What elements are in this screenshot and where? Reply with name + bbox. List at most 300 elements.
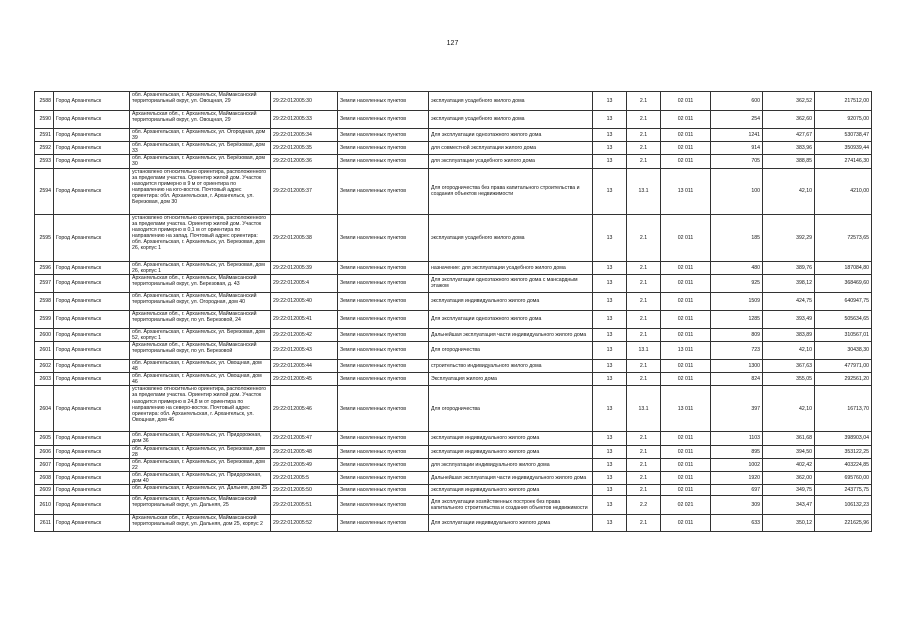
row-number: 2596: [35, 261, 54, 274]
use-code-cell: 02 011: [661, 445, 711, 458]
cadastral-number-cell: 29:22:012005:47: [271, 432, 338, 445]
land-category-cell: Земли населенных пунктов: [338, 341, 429, 359]
city-cell: Город Архангельск: [54, 515, 130, 532]
address-cell: обл. Архангельская, г. Архангельск, ул. Придорожная, дом 40: [130, 471, 271, 484]
city-cell: Город Архангельск: [54, 274, 130, 292]
city-cell: Город Архангельск: [54, 214, 130, 261]
address-cell: обл. Архангельская, г. Архангельск, ул. Огородная, дом 39: [130, 129, 271, 142]
table-row: [35, 129, 872, 142]
unit-value-cell: 424,75: [763, 292, 815, 310]
land-category-cell: Земли населенных пунктов: [338, 168, 429, 214]
unit-value-cell: 362,60: [763, 111, 815, 129]
area-cell: 809: [711, 328, 763, 341]
city-cell: Город Архангельск: [54, 386, 130, 432]
address-cell: обл. Архангельская, г. Архангельск, ул. Овощная, дом 46: [130, 373, 271, 386]
group-code-cell: 13: [593, 111, 627, 129]
land-category-cell: Земли населенных пунктов: [338, 129, 429, 142]
subgroup-code-cell: 2.1: [627, 485, 661, 496]
permitted-use-cell: эксплуатация усадебного жилого дома: [429, 214, 593, 261]
row-number: 2598: [35, 292, 54, 310]
permitted-use-cell: Эксплуатация жилого дома: [429, 373, 593, 386]
subgroup-code-cell: 2.1: [627, 515, 661, 532]
city-cell: Город Архангельск: [54, 292, 130, 310]
cadastral-value-cell: 217512,00: [815, 92, 872, 111]
group-code-cell: 13: [593, 310, 627, 328]
city-cell: Город Архангельск: [54, 142, 130, 155]
address-cell: установлено относительно ориентира, расположенного за пределами участка. Ориентир жилой дом. Участок находится примерно в 0,1 м от ориентира по направлению на запад. Почтовый адрес ориентира: обл. Архангельская, г. Архангельск, ул. Березовая, дом 26, корпус 1: [130, 214, 271, 261]
address-cell: обл. Архангельская, г. Архангельск, ул. Овощная, дом 48: [130, 359, 271, 372]
cadastral-number-cell: 29:22:012005:38: [271, 214, 338, 261]
cadastral-number-cell: 29:22:012005:45: [271, 373, 338, 386]
row-number: 2610: [35, 496, 54, 515]
area-cell: 824: [711, 373, 763, 386]
row-number: 2590: [35, 111, 54, 129]
table-row: [35, 155, 872, 168]
area-cell: 925: [711, 274, 763, 292]
group-code-cell: 13: [593, 485, 627, 496]
area-cell: 1285: [711, 310, 763, 328]
land-category-cell: Земли населенных пунктов: [338, 142, 429, 155]
area-cell: 633: [711, 515, 763, 532]
unit-value-cell: 362,00: [763, 471, 815, 484]
area-cell: 1509: [711, 292, 763, 310]
area-cell: 397: [711, 386, 763, 432]
land-category-cell: Земли населенных пунктов: [338, 92, 429, 111]
use-code-cell: 02 011: [661, 471, 711, 484]
row-number: 2591: [35, 129, 54, 142]
group-code-cell: 13: [593, 386, 627, 432]
use-code-cell: 02 011: [661, 515, 711, 532]
subgroup-code-cell: 13.1: [627, 341, 661, 359]
area-cell: 309: [711, 496, 763, 515]
table-body: [35, 92, 872, 532]
cadastral-number-cell: 29:22:012005:41: [271, 310, 338, 328]
cadastral-number-cell: 29:22:012005:5: [271, 471, 338, 484]
cadastral-number-cell: 29:22:012005:42: [271, 328, 338, 341]
land-category-cell: Земли населенных пунктов: [338, 359, 429, 372]
subgroup-code-cell: 2.1: [627, 111, 661, 129]
land-category-cell: Земли населенных пунктов: [338, 373, 429, 386]
cadastral-number-cell: 29:22:012005:30: [271, 92, 338, 111]
table-row: [35, 292, 872, 310]
use-code-cell: 13 011: [661, 168, 711, 214]
land-category-cell: Земли населенных пунктов: [338, 328, 429, 341]
land-category-cell: Земли населенных пунктов: [338, 111, 429, 129]
unit-value-cell: 42,10: [763, 386, 815, 432]
address-cell: Архангельская обл., г. Архангельск, Маймаксанский территориальный округ, по ул. Березовой: [130, 341, 271, 359]
address-cell: Архангельская обл., г. Архангельск, Маймаксанский территориальный округ, ул. Дальняя, дом 25, корпус 2: [130, 515, 271, 532]
area-cell: 723: [711, 341, 763, 359]
group-code-cell: 13: [593, 214, 627, 261]
cadastral-value-cell: 4210,00: [815, 168, 872, 214]
permitted-use-cell: эксплуатация индивидуального жилого дома: [429, 445, 593, 458]
group-code-cell: 13: [593, 142, 627, 155]
subgroup-code-cell: 2.2: [627, 496, 661, 515]
permitted-use-cell: Для эксплуатации индивидуального жилого дома: [429, 515, 593, 532]
use-code-cell: 02 011: [661, 292, 711, 310]
cadastral-value-cell: 640947,75: [815, 292, 872, 310]
address-cell: обл. Архангельская, г. Архангельск, ул. Березовая, дом 22: [130, 458, 271, 471]
cadastral-value-cell: 310567,01: [815, 328, 872, 341]
city-cell: Город Архангельск: [54, 359, 130, 372]
subgroup-code-cell: 13.1: [627, 168, 661, 214]
city-cell: Город Архангельск: [54, 155, 130, 168]
city-cell: Город Архангельск: [54, 111, 130, 129]
cadastral-number-cell: 29:22:012005:50: [271, 485, 338, 496]
cadastral-value-cell: 695760,00: [815, 471, 872, 484]
row-number: 2608: [35, 471, 54, 484]
cadastral-value-cell: 477971,00: [815, 359, 872, 372]
cadastral-value-cell: 398903,04: [815, 432, 872, 445]
area-cell: 185: [711, 214, 763, 261]
use-code-cell: 02 011: [661, 261, 711, 274]
group-code-cell: 13: [593, 261, 627, 274]
cadastral-number-cell: 29:22:012005:35: [271, 142, 338, 155]
cadastral-value-cell: 368469,60: [815, 274, 872, 292]
table-row: [35, 432, 872, 445]
permitted-use-cell: Для эксплуатации одноэтажного жилого дома с мансардным этажом: [429, 274, 593, 292]
cadastral-value-cell: 243775,75: [815, 485, 872, 496]
use-code-cell: 02 011: [661, 111, 711, 129]
use-code-cell: 02 011: [661, 274, 711, 292]
group-code-cell: 13: [593, 168, 627, 214]
permitted-use-cell: эксплуатация усадебного жилого дома: [429, 111, 593, 129]
row-number: 2604: [35, 386, 54, 432]
table-row: [35, 261, 872, 274]
unit-value-cell: 383,96: [763, 142, 815, 155]
land-category-cell: Земли населенных пунктов: [338, 432, 429, 445]
cadastral-number-cell: 29:22:012005:36: [271, 155, 338, 168]
permitted-use-cell: Для огородничества: [429, 386, 593, 432]
group-code-cell: 13: [593, 432, 627, 445]
subgroup-code-cell: 2.1: [627, 432, 661, 445]
unit-value-cell: 388,85: [763, 155, 815, 168]
permitted-use-cell: Для эксплуатации одноэтажного жилого дома: [429, 129, 593, 142]
cadastral-number-cell: 29:22:012005:4: [271, 274, 338, 292]
unit-value-cell: 362,52: [763, 92, 815, 111]
table-row: [35, 471, 872, 484]
page-number: 127: [446, 40, 459, 47]
cadastral-number-cell: 29:22:012005:44: [271, 359, 338, 372]
cadastral-value-cell: 292561,20: [815, 373, 872, 386]
cadastral-number-cell: 29:22:012005:52: [271, 515, 338, 532]
subgroup-code-cell: 2.1: [627, 445, 661, 458]
unit-value-cell: 392,29: [763, 214, 815, 261]
row-number: 2593: [35, 155, 54, 168]
group-code-cell: 13: [593, 458, 627, 471]
group-code-cell: 13: [593, 328, 627, 341]
use-code-cell: 02 011: [661, 373, 711, 386]
use-code-cell: 02 011: [661, 310, 711, 328]
cadastral-value-cell: 274146,30: [815, 155, 872, 168]
cadastral-number-cell: 29:22:012005:37: [271, 168, 338, 214]
area-cell: 1241: [711, 129, 763, 142]
table-row: [35, 458, 872, 471]
land-category-cell: Земли населенных пунктов: [338, 386, 429, 432]
permitted-use-cell: эксплуатация индивидуального жилого дома: [429, 432, 593, 445]
area-cell: 705: [711, 155, 763, 168]
subgroup-code-cell: 2.1: [627, 129, 661, 142]
city-cell: Город Архангельск: [54, 432, 130, 445]
use-code-cell: 02 011: [661, 359, 711, 372]
unit-value-cell: 427,67: [763, 129, 815, 142]
subgroup-code-cell: 2.1: [627, 359, 661, 372]
cadastral-value-cell: 187084,80: [815, 261, 872, 274]
unit-value-cell: 398,12: [763, 274, 815, 292]
city-cell: Город Архангельск: [54, 458, 130, 471]
city-cell: Город Архангельск: [54, 261, 130, 274]
cadastral-value-cell: 505634,65: [815, 310, 872, 328]
address-cell: обл. Архангельская, г. Архангельск, Маймаксанский территориальный округ, ул. Овощная, 29: [130, 92, 271, 111]
table-row: [35, 359, 872, 372]
address-cell: установлено относительно ориентира, расположенного за пределами участка. Ориентир жилой дом. Участок находится примерно в 24,8 м от ориентира по направлению на северо-восток. Почтовый адрес ориентира: обл. Архангельская, г. Архангельск, ул. Овощная, дом 46: [130, 386, 271, 432]
permitted-use-cell: для эксплуатации усадебного жилого дома: [429, 155, 593, 168]
table-row: [35, 496, 872, 515]
permitted-use-cell: эксплуатация индивидуального жилого дома: [429, 485, 593, 496]
address-cell: установлено относительно ориентира, расположенного за пределами участка. Ориентир жилой дом. Участок находится примерно в 9 м от ориентира по направлению на юго-восток. Почтовый адрес ориентира: обл. Архангельская, г. Архангельск, ул. Березовая, дом 30: [130, 168, 271, 214]
cadastral-value-cell: 350939,44: [815, 142, 872, 155]
address-cell: обл. Архангельская, г. Архангельск, ул. Березовая, дом 28: [130, 445, 271, 458]
group-code-cell: 13: [593, 471, 627, 484]
table-row: [35, 92, 872, 111]
land-category-cell: Земли населенных пунктов: [338, 458, 429, 471]
city-cell: Город Архангельск: [54, 310, 130, 328]
area-cell: 100: [711, 168, 763, 214]
subgroup-code-cell: 13.1: [627, 386, 661, 432]
table-row: [35, 214, 872, 261]
land-category-cell: Земли населенных пунктов: [338, 445, 429, 458]
permitted-use-cell: Для эксплуатации хозяйственных построек без права капитального строительства и создания объектов недвижимости: [429, 496, 593, 515]
land-category-cell: Земли населенных пунктов: [338, 471, 429, 484]
land-category-cell: Земли населенных пунктов: [338, 261, 429, 274]
land-category-cell: Земли населенных пунктов: [338, 292, 429, 310]
subgroup-code-cell: 2.1: [627, 261, 661, 274]
group-code-cell: 13: [593, 496, 627, 515]
city-cell: Город Архангельск: [54, 496, 130, 515]
address-cell: Архангельская обл., г. Архангельск, Маймаксанский территориальный округ, ул. Овощная, 29: [130, 111, 271, 129]
address-cell: обл. Архангельская, г. Архангельск, Маймаксанский территориальный округ, ул. Огородная, дом 40: [130, 292, 271, 310]
permitted-use-cell: Для эксплуатации одноэтажного жилого дома: [429, 310, 593, 328]
city-cell: Город Архангельск: [54, 168, 130, 214]
subgroup-code-cell: 2.1: [627, 458, 661, 471]
use-code-cell: 02 021: [661, 496, 711, 515]
table-row: [35, 341, 872, 359]
permitted-use-cell: Для огородничества без права капитального строительства и создания объектов недвижимости: [429, 168, 593, 214]
permitted-use-cell: строительство индивидуального жилого дома: [429, 359, 593, 372]
subgroup-code-cell: 2.1: [627, 292, 661, 310]
table-row: [35, 515, 872, 532]
cadastral-value-cell: 106132,23: [815, 496, 872, 515]
group-code-cell: 13: [593, 373, 627, 386]
row-number: 2594: [35, 168, 54, 214]
table-row: [35, 168, 872, 214]
permitted-use-cell: для эксплуатации индивидуального жилого дома: [429, 458, 593, 471]
table-row: [35, 274, 872, 292]
use-code-cell: 02 011: [661, 142, 711, 155]
subgroup-code-cell: 2.1: [627, 274, 661, 292]
area-cell: 1002: [711, 458, 763, 471]
cadastral-value-cell: 92075,00: [815, 111, 872, 129]
row-number: 2603: [35, 373, 54, 386]
unit-value-cell: 393,49: [763, 310, 815, 328]
use-code-cell: 02 011: [661, 214, 711, 261]
permitted-use-cell: Для огородничества: [429, 341, 593, 359]
cadastral-number-cell: 29:22:012005:40: [271, 292, 338, 310]
address-cell: обл. Архангельская, г. Архангельск, ул. Дальняя, дом 25: [130, 485, 271, 496]
row-number: 2605: [35, 432, 54, 445]
city-cell: Город Архангельск: [54, 328, 130, 341]
row-number: 2600: [35, 328, 54, 341]
cadastral-number-cell: 29:22:012005:34: [271, 129, 338, 142]
address-cell: обл. Архангельская, г. Архангельск, ул. Березовая, дом 52, корпус 1: [130, 328, 271, 341]
unit-value-cell: 42,10: [763, 341, 815, 359]
group-code-cell: 13: [593, 292, 627, 310]
cadastral-number-cell: 29:22:012005:46: [271, 386, 338, 432]
subgroup-code-cell: 2.1: [627, 310, 661, 328]
city-cell: Город Архангельск: [54, 445, 130, 458]
subgroup-code-cell: 2.1: [627, 328, 661, 341]
use-code-cell: 02 011: [661, 485, 711, 496]
address-cell: Архангельская обл., г. Архангельск, Маймаксанский территориальный округ, по ул. Березовой, 24: [130, 310, 271, 328]
unit-value-cell: 367,63: [763, 359, 815, 372]
row-number: 2588: [35, 92, 54, 111]
group-code-cell: 13: [593, 129, 627, 142]
cadastral-value-cell: 530738,47: [815, 129, 872, 142]
permitted-use-cell: Дальнейшая эксплуатация части индивидуального жилого дома: [429, 471, 593, 484]
permitted-use-cell: назначение: для эксплуатации усадебного жилого дома: [429, 261, 593, 274]
group-code-cell: 13: [593, 341, 627, 359]
cadastral-number-cell: 29:22:012005:43: [271, 341, 338, 359]
use-code-cell: 02 011: [661, 328, 711, 341]
cadastral-value-cell: 16713,70: [815, 386, 872, 432]
cadastral-value-table: [34, 91, 872, 532]
use-code-cell: 02 011: [661, 129, 711, 142]
area-cell: 254: [711, 111, 763, 129]
cadastral-number-cell: 29:22:012005:51: [271, 496, 338, 515]
cadastral-value-cell: 30438,30: [815, 341, 872, 359]
permitted-use-cell: Дальнейшая эксплуатация части индивидуального жилого дома: [429, 328, 593, 341]
cadastral-number-cell: 29:22:012005:33: [271, 111, 338, 129]
cadastral-number-cell: 29:22:012005:39: [271, 261, 338, 274]
use-code-cell: 02 011: [661, 92, 711, 111]
table-row: [35, 445, 872, 458]
row-number: 2606: [35, 445, 54, 458]
unit-value-cell: 402,42: [763, 458, 815, 471]
cadastral-number-cell: 29:22:012005:48: [271, 445, 338, 458]
subgroup-code-cell: 2.1: [627, 214, 661, 261]
land-category-cell: Земли населенных пунктов: [338, 214, 429, 261]
group-code-cell: 13: [593, 155, 627, 168]
area-cell: 1103: [711, 432, 763, 445]
cadastral-number-cell: 29:22:012005:49: [271, 458, 338, 471]
table-row: [35, 386, 872, 432]
city-cell: Город Архангельск: [54, 92, 130, 111]
area-cell: 1920: [711, 471, 763, 484]
group-code-cell: 13: [593, 515, 627, 532]
unit-value-cell: 383,89: [763, 328, 815, 341]
cadastral-value-cell: 221625,96: [815, 515, 872, 532]
land-category-cell: Земли населенных пунктов: [338, 274, 429, 292]
area-cell: 895: [711, 445, 763, 458]
row-number: 2597: [35, 274, 54, 292]
city-cell: Город Архангельск: [54, 129, 130, 142]
unit-value-cell: 361,68: [763, 432, 815, 445]
table-row: [35, 328, 872, 341]
row-number: 2601: [35, 341, 54, 359]
address-cell: обл. Архангельская, г. Архангельск, Маймаксанский территориальный округ, ул. Дальняя, 25: [130, 496, 271, 515]
unit-value-cell: 343,47: [763, 496, 815, 515]
unit-value-cell: 389,76: [763, 261, 815, 274]
use-code-cell: 13 011: [661, 386, 711, 432]
unit-value-cell: 42,10: [763, 168, 815, 214]
permitted-use-cell: эксплуатация индивидуального жилого дома: [429, 292, 593, 310]
cadastral-value-cell: 353122,25: [815, 445, 872, 458]
row-number: 2611: [35, 515, 54, 532]
land-category-cell: Земли населенных пунктов: [338, 485, 429, 496]
land-category-cell: Земли населенных пунктов: [338, 155, 429, 168]
row-number: 2609: [35, 485, 54, 496]
row-number: 2602: [35, 359, 54, 372]
land-category-cell: Земли населенных пунктов: [338, 515, 429, 532]
address-cell: обл. Архангельская, г. Архангельск, ул. Берёзовая, дом 33: [130, 142, 271, 155]
permitted-use-cell: для совместной эксплуатации жилого дома: [429, 142, 593, 155]
permitted-use-cell: эксплуатация усадебного жилого дома: [429, 92, 593, 111]
address-cell: обл. Архангельская, г. Архангельск, ул. Придорожная, дом 36: [130, 432, 271, 445]
use-code-cell: 02 011: [661, 432, 711, 445]
address-cell: Архангельская обл., г. Архангельск, Маймаксанский территориальный округ, ул. Березовая, д. 43: [130, 274, 271, 292]
use-code-cell: 13 011: [661, 341, 711, 359]
area-cell: 697: [711, 485, 763, 496]
unit-value-cell: 394,50: [763, 445, 815, 458]
city-cell: Город Архангельск: [54, 485, 130, 496]
table-row: [35, 373, 872, 386]
row-number: 2592: [35, 142, 54, 155]
unit-value-cell: 350,12: [763, 515, 815, 532]
group-code-cell: 13: [593, 445, 627, 458]
table-row: [35, 310, 872, 328]
table-row: [35, 111, 872, 129]
area-cell: 914: [711, 142, 763, 155]
area-cell: 1300: [711, 359, 763, 372]
cadastral-value-cell: 72573,65: [815, 214, 872, 261]
use-code-cell: 02 011: [661, 458, 711, 471]
group-code-cell: 13: [593, 359, 627, 372]
group-code-cell: 13: [593, 92, 627, 111]
subgroup-code-cell: 2.1: [627, 373, 661, 386]
city-cell: Город Архангельск: [54, 373, 130, 386]
cadastral-value-cell: 403224,85: [815, 458, 872, 471]
city-cell: Город Архангельск: [54, 341, 130, 359]
subgroup-code-cell: 2.1: [627, 92, 661, 111]
table-row: [35, 485, 872, 496]
area-cell: 480: [711, 261, 763, 274]
land-category-cell: Земли населенных пунктов: [338, 310, 429, 328]
address-cell: обл. Архангельская, г. Архангельск, ул. Берёзовая, дом 30: [130, 155, 271, 168]
table-row: [35, 142, 872, 155]
subgroup-code-cell: 2.1: [627, 155, 661, 168]
row-number: 2607: [35, 458, 54, 471]
city-cell: Город Архангельск: [54, 471, 130, 484]
land-category-cell: Земли населенных пунктов: [338, 496, 429, 515]
group-code-cell: 13: [593, 274, 627, 292]
unit-value-cell: 355,05: [763, 373, 815, 386]
area-cell: 600: [711, 92, 763, 111]
address-cell: обл. Архангельская, г. Архангельск, ул. Березовая, дом 26, корпус 1: [130, 261, 271, 274]
row-number: 2599: [35, 310, 54, 328]
unit-value-cell: 349,75: [763, 485, 815, 496]
subgroup-code-cell: 2.1: [627, 142, 661, 155]
use-code-cell: 02 011: [661, 155, 711, 168]
